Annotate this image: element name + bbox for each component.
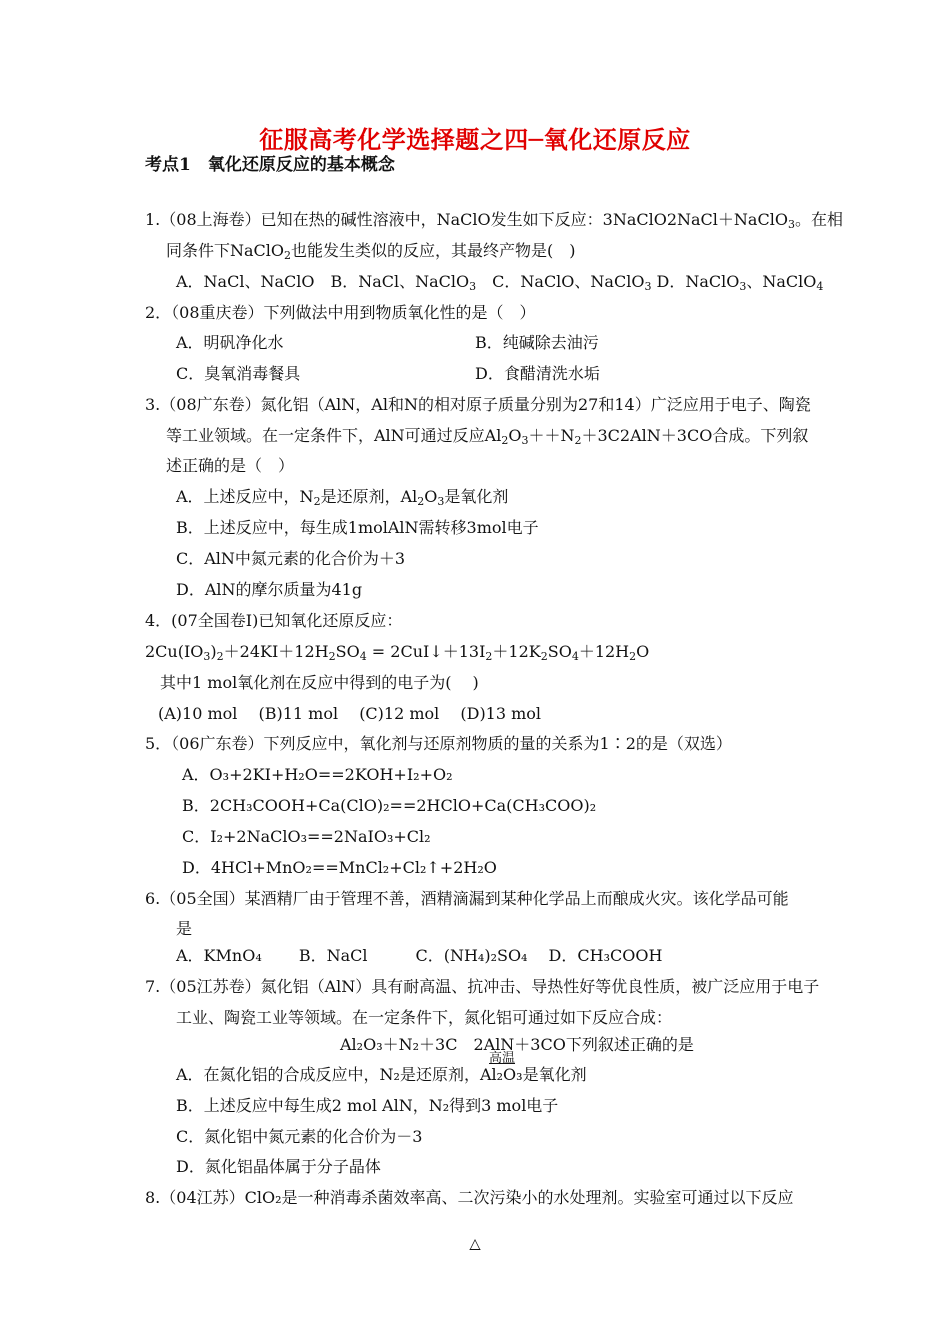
q6-options: A．KMnO₄ B．NaCl C．(NH₄)₂SO₄ D．CH₃COOH — [176, 946, 663, 965]
section-heading: 考点1 氧化还原反应的基本概念 — [145, 155, 395, 175]
q3-option-d: D．AlN的摩尔质量为41g — [176, 580, 363, 599]
q6-line1: 6.（05全国）某酒精厂由于管理不善，酒精滴漏到某种化学品上而酿成火灾。该化学品可能 — [145, 889, 789, 908]
q7-option-c: C．氮化铝中氮元素的化合价为－3 — [176, 1127, 423, 1146]
q4-equation: $2Cu(IO_3)_2+24KI+12H_2SO_4$ = $2CuI↓+13I_2+12K_2SO_4+12H_2O$ — [145, 642, 650, 663]
q7-line1: 7.（05江苏卷）氮化铝（AlN）具有耐高温、抗冲击、导热性好等优良性质，被广泛应用于电子 — [145, 977, 820, 996]
q6-line2: 是 — [176, 919, 193, 938]
q2-stem: 2．（08重庆卷）下列做法中用到物质氧化性的是（ ） — [145, 303, 536, 322]
q2-options-row1 — [176, 332, 846, 354]
q7-option-a: A．在氮化铝的合成反应中，N₂是还原剂，Al₂O₃是氧化剂 — [176, 1065, 587, 1084]
q5-option-b: B．2CH₃COOH+Ca(ClO)₂==2HClO+Ca(CH₃COO)₂ — [182, 796, 597, 815]
q2-option-c: C．臭氧消毒餐具 — [176, 364, 301, 383]
q2-option-a: A．明矾净化水 — [176, 333, 284, 352]
q2-option-b: B．纯碱除去油污 — [475, 333, 599, 352]
q7-line2: 工业、陶瓷工业等领域。在一定条件下，氮化铝可通过如下反应合成： — [176, 1008, 673, 1027]
q5-option-a: A．O₃+2KI+H₂O==2KOH+I₂+O₂ — [182, 765, 453, 784]
q5-option-c: C．I₂+2NaClO₃==2NaIO₃+Cl₂ — [182, 827, 431, 846]
q7-option-d: D．氮化铝晶体属于分子晶体 — [176, 1157, 381, 1176]
q5-option-d: D．4HCl+MnO₂==MnCl₂+Cl₂↑+2H₂O — [182, 858, 497, 877]
q3-option-b: B．上述反应中，每生成1molAlN需转移3mol电子 — [176, 518, 539, 537]
q7-option-b: B．上述反应中每生成2 mol AlN，N₂得到3 mol电子 — [176, 1096, 559, 1115]
q2-option-d: D．食醋清洗水垢 — [475, 364, 600, 383]
q1-line2: 同条件下NaClO$_2$也能发生类似的反应，其最终产物是( ) — [166, 241, 576, 262]
heating-triangle-mark: △ — [469, 1236, 481, 1252]
q4-options: (A)10 mol (B)11 mol (C)12 mol (D)13 mol — [158, 704, 542, 723]
q3-option-a: A．上述反应中，$N_2$是还原剂，$Al_2O_3$是氧化剂 — [176, 487, 509, 508]
q7-condition: 高温 — [489, 1051, 516, 1066]
q3-option-c: C．AlN中氮元素的化合价为＋3 — [176, 549, 406, 568]
q5-stem: 5．（06广东卷）下列反应中，氧化剂与还原剂物质的量的关系为1∶2的是（双选） — [145, 734, 732, 753]
q3-line3: 述正确的是（ ） — [166, 456, 295, 475]
q3-line2: 等工业领域。在一定条件下，AlN可通过反应$Al_2O_3++N_2+3C2AlN+3CO$合成。下列叙 — [166, 426, 809, 447]
q4-question: 其中1 mol氧化剂在反应中得到的电子为( ) — [160, 673, 479, 692]
q3-line1: 3.（08广东卷）氮化铝（AlN，Al和N的相对原子质量分别为27和14）广泛应用于电子、陶瓷 — [145, 395, 811, 414]
q1-line1: 1.（08上海卷）已知在热的碱性溶液中，NaClO发生如下反应：3NaClO2NaCl＋NaClO$_3$。在相 — [145, 210, 843, 231]
q8-line1: 8.（04江苏）ClO₂是一种消毒杀菌效率高、二次污染小的水处理剂。实验室可通过以下反应 — [145, 1188, 794, 1207]
document-title: 征服高考化学选择题之四─氧化还原反应 — [259, 125, 691, 154]
q2-options-row2 — [176, 363, 846, 385]
q1-options: A．NaCl、NaClO B．NaCl、NaClO$_3$ C．NaClO、NaClO$_3$ D．NaClO$_3$、NaClO$_4$ — [176, 272, 824, 293]
q4-stem: 4．(07全国卷I)已知氧化还原反应： — [145, 611, 403, 630]
q7-equation: Al₂O₃＋N₂＋3C 2AlN＋3CO下列叙述正确的是 — [340, 1035, 694, 1054]
